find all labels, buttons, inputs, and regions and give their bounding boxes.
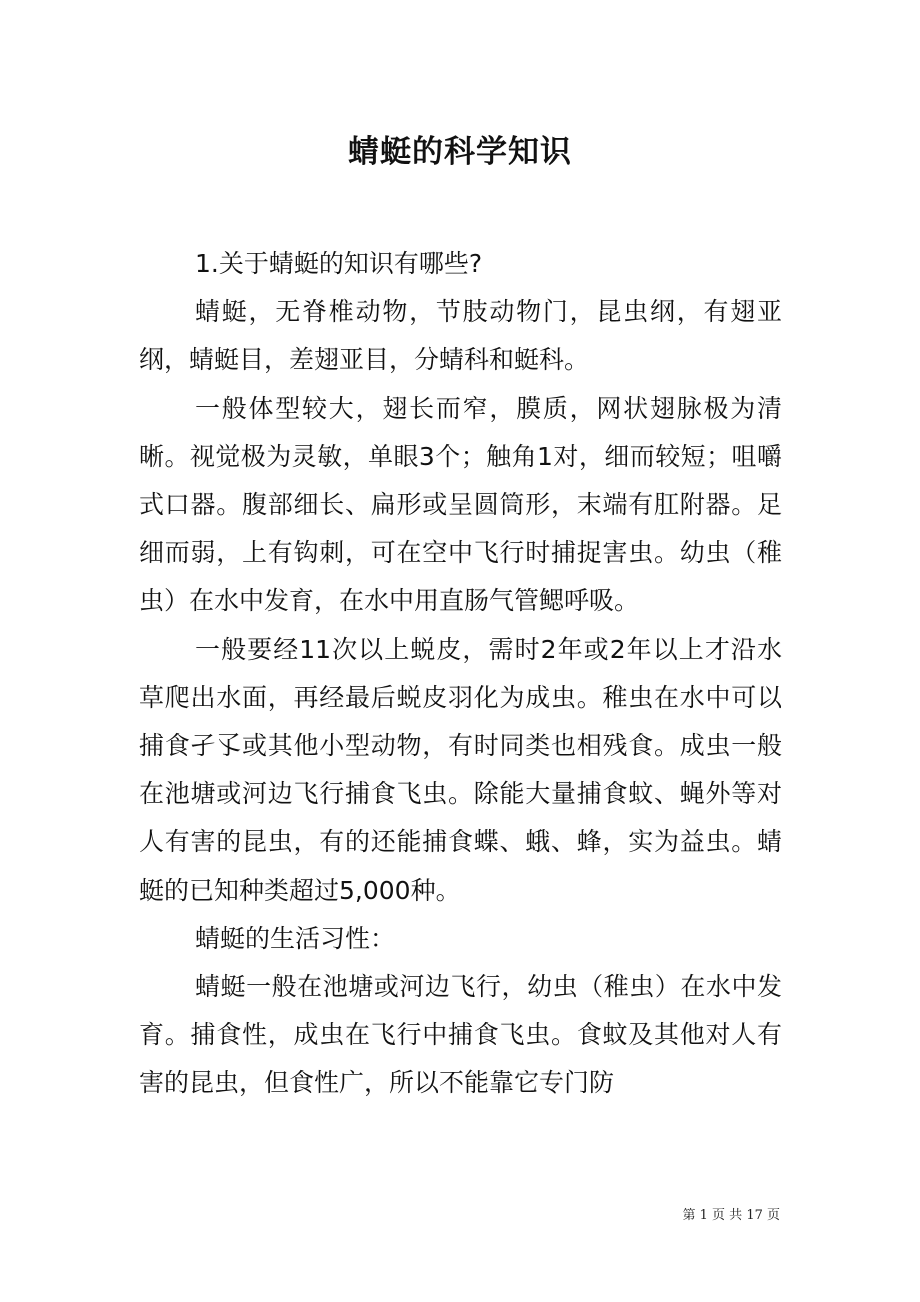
paragraph-question: 1.关于蜻蜓的知识有哪些?	[195, 249, 483, 278]
paragraph-habits: 蜻蜓一般在池塘或河边飞行，幼虫（稚虫）在水中发育。捕食性，成虫在飞行中捕食飞虫。食蚊及其他对人有害的昆虫，但食性广，所以不能靠它专门防	[139, 972, 782, 1098]
document-title: 蜻蜓的科学知识	[348, 134, 572, 170]
paragraph-habits-heading: 蜻蜓的生活习性：	[195, 923, 396, 953]
document-body	[139, 240, 782, 1108]
page-number-footer: 第 1 页 共 17 页	[682, 1208, 780, 1223]
paragraph-development: 一般要经11次以上蜕皮，需时2年或2年以上才沿水草爬出水面，再经最后蜕皮羽化为成虫。稚虫在水中可以捕食孑孓或其他小型动物，有时同类也相残食。成虫一般在池塘或河边飞行捕食飞虫。除能大量捕食蚊、蝇外等对人有害的昆虫，有的还能捕食蝶、蛾、蜂，实为益虫。蜻蜓的已知种类超过5,000种。	[139, 634, 782, 905]
paragraph-morphology: 一般体型较大，翅长而窄，膜质，网状翅脉极为清晰。视觉极为灵敏，单眼3个；触角1对，细而较短；咀嚼式口器。腹部细长、扁形或呈圆筒形，末端有肛附器。足细而弱，上有钩刺，可在空中飞行时捕捉害虫。幼虫（稚虫）在水中发育，在水中用直肠气管鳃呼吸。	[139, 393, 782, 616]
paragraph-classification: 蜻蜓，无脊椎动物，节肢动物门，昆虫纲，有翅亚纲，蜻蜓目，差翅亚目，分蜻科和蜓科。	[139, 297, 782, 375]
